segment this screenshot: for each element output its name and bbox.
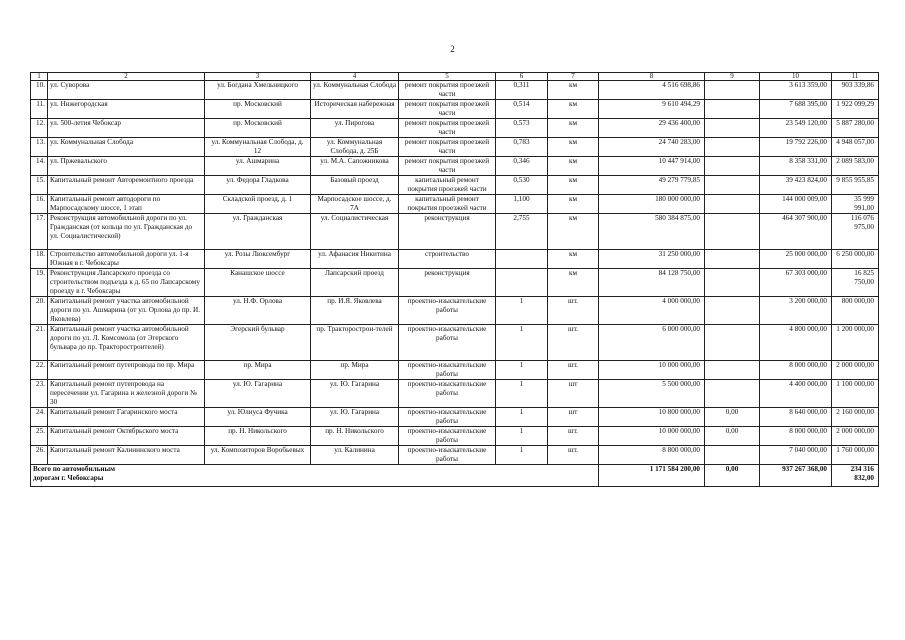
work-type: ремонт покрытия проезжей части: [399, 157, 496, 176]
column-10-value: 464 307 900,00: [760, 214, 832, 250]
road-name: ул. Коммунальная Слобода: [48, 138, 205, 157]
section-start: пр. Московский: [205, 100, 311, 119]
work-type: проектно-изыскательские работы: [399, 361, 496, 380]
road-name: ул. Пржевальского: [48, 157, 205, 176]
total-cost: 10 447 914,00: [599, 157, 705, 176]
unit: шт.: [548, 361, 599, 380]
table-row: [31, 269, 879, 297]
column-10-value: 8 000 000,00: [760, 427, 832, 446]
column-header: 11: [832, 73, 879, 81]
table-row: [31, 297, 879, 325]
section-end: пр. И.Я. Яковлева: [311, 297, 399, 325]
column-11-value: 2 160 000,00: [832, 408, 879, 427]
unit: шт.: [548, 446, 599, 465]
road-name: Капитальный ремонт Гагаринского моста: [48, 408, 205, 427]
column-11-value: 2 000 000,00: [832, 427, 879, 446]
row-number: 15.: [31, 176, 48, 195]
column-10-value: 3 200 000,00: [760, 297, 832, 325]
work-type: проектно-изыскательские работы: [399, 325, 496, 361]
quantity: 1: [496, 297, 548, 325]
unit: шт: [548, 408, 599, 427]
section-end: Историческая набережная: [311, 100, 399, 119]
table-body: [31, 73, 879, 487]
section-end: ул. Ю. Гагарина: [311, 380, 399, 408]
section-end: Лапсарский проезд: [311, 269, 399, 297]
quantity: 0,530: [496, 176, 548, 195]
table-row: [31, 176, 879, 195]
table-row: [31, 408, 879, 427]
column-header: 1: [31, 73, 48, 81]
road-name: ул. 500-летия Чебоксар: [48, 119, 205, 138]
table-row: [31, 214, 879, 250]
table-row: [31, 119, 879, 138]
column-header: 6: [496, 73, 548, 81]
row-number: 17.: [31, 214, 48, 250]
row-number: 19.: [31, 269, 48, 297]
section-end: ул. Ю. Гагарина: [311, 408, 399, 427]
column-9-value: [705, 100, 760, 119]
total-cost: 5 500 000,00: [599, 380, 705, 408]
section-start: Канашское шоссе: [205, 269, 311, 297]
total-column-10: 937 267 368,00: [760, 465, 832, 487]
table-row: [31, 380, 879, 408]
quantity: 1: [496, 380, 548, 408]
row-number: 22.: [31, 361, 48, 380]
section-start: ул. Розы Люксембург: [205, 250, 311, 269]
quantity: 1: [496, 446, 548, 465]
table-row: [31, 157, 879, 176]
section-start: ул. Ю. Гагарина: [205, 380, 311, 408]
section-end: ул. Социалистическая: [311, 214, 399, 250]
column-9-value: [705, 176, 760, 195]
unit: км: [548, 81, 599, 100]
row-number: 26.: [31, 446, 48, 465]
work-type: реконструкция: [399, 269, 496, 297]
column-11-value: 1 922 099,29: [832, 100, 879, 119]
total-label: Всего по автомобильным дорогам г. Чебоксары: [31, 465, 599, 487]
row-number: 13.: [31, 138, 48, 157]
work-type: ремонт покрытия проезжей части: [399, 119, 496, 138]
header-row: [31, 73, 879, 81]
unit: км: [548, 138, 599, 157]
column-header: 8: [599, 73, 705, 81]
section-start: ул. Композиторов Воробьевых: [205, 446, 311, 465]
unit: шт: [548, 380, 599, 408]
total-cost: 29 436 400,00: [599, 119, 705, 138]
row-number: 16.: [31, 195, 48, 214]
column-10-value: 144 000 009,00: [760, 195, 832, 214]
column-header: 3: [205, 73, 311, 81]
road-name: Капитальный ремонт Авторемонтного проезда: [48, 176, 205, 195]
road-name: Капитальный ремонт участка автомобильной дороги по ул. Л. Комсомола (от Эгерского бульвара до пр. Тракторостроителей): [48, 325, 205, 361]
column-9-value: [705, 361, 760, 380]
column-9-value: [705, 325, 760, 361]
section-end: пр. Мира: [311, 361, 399, 380]
column-10-value: 19 792 226,00: [760, 138, 832, 157]
quantity: 0,346: [496, 157, 548, 176]
row-number: 23.: [31, 380, 48, 408]
total-cost: 580 384 875,00: [599, 214, 705, 250]
column-10-value: 7 688 395,00: [760, 100, 832, 119]
column-11-value: 9 855 955,85: [832, 176, 879, 195]
unit: шт.: [548, 325, 599, 361]
total-cost: 10 000 000,00: [599, 361, 705, 380]
total-column-11: 234 316 832,00: [832, 465, 879, 487]
table-row: [31, 325, 879, 361]
section-end: Базовый проезд: [311, 176, 399, 195]
table-row: [31, 195, 879, 214]
column-9-value: [705, 81, 760, 100]
table-row: [31, 138, 879, 157]
column-header: 5: [399, 73, 496, 81]
road-name: Реконструкция Лапсарского проезда со строительством подъезда к д. 65 по Лапсарскому проезду в г. Чебоксары: [48, 269, 205, 297]
column-9-value: [705, 195, 760, 214]
road-name: Реконструкция автомобильной дороги по ул. Гражданская (от кольца по ул. Гражданская до ул. Социалистической): [48, 214, 205, 250]
column-10-value: 8 000 000,00: [760, 361, 832, 380]
unit: км: [548, 250, 599, 269]
section-start: пр. Московский: [205, 119, 311, 138]
column-11-value: 2 089 583,00: [832, 157, 879, 176]
section-end: ул. М.А. Сапожникова: [311, 157, 399, 176]
total-cost: 4 000 000,00: [599, 297, 705, 325]
section-end: ул. Пирогова: [311, 119, 399, 138]
column-header: 2: [48, 73, 205, 81]
quantity: 1: [496, 408, 548, 427]
unit: км: [548, 119, 599, 138]
column-10-value: 67 303 000,00: [760, 269, 832, 297]
section-start: Эгерский бульвар: [205, 325, 311, 361]
road-name: Капитальный ремонт участка автомобильной дороги по ул. Ашмарина (от ул. Орлова до пр. И. Яковлева): [48, 297, 205, 325]
quantity: 1,100: [496, 195, 548, 214]
unit: км: [548, 195, 599, 214]
road-name: ул. Нижегородская: [48, 100, 205, 119]
road-name: Капитальный ремонт путепровода по пр. Мира: [48, 361, 205, 380]
section-start: ул. Богдана Хмельницкого: [205, 81, 311, 100]
quantity: 2,755: [496, 214, 548, 250]
unit: шт.: [548, 297, 599, 325]
table-row: [31, 81, 879, 100]
section-start: пр. Н. Никольского: [205, 427, 311, 446]
column-11-value: 35 999 991,00: [832, 195, 879, 214]
work-type: строительство: [399, 250, 496, 269]
column-11-value: 5 887 280,00: [832, 119, 879, 138]
work-type: проектно-изыскательские работы: [399, 408, 496, 427]
column-9-value: [705, 446, 760, 465]
column-11-value: 6 250 000,00: [832, 250, 879, 269]
quantity: 0,311: [496, 81, 548, 100]
column-10-value: 4 800 000,00: [760, 325, 832, 361]
column-9-value: 0,00: [705, 408, 760, 427]
column-10-value: 8 358 331,00: [760, 157, 832, 176]
total-sum: 1 171 584 200,00: [599, 465, 705, 487]
column-9-value: [705, 138, 760, 157]
row-number: 11.: [31, 100, 48, 119]
column-header: 10: [760, 73, 832, 81]
quantity: [496, 250, 548, 269]
column-11-value: 903 339,86: [832, 81, 879, 100]
column-11-value: 1 100 000,00: [832, 380, 879, 408]
quantity: 0,783: [496, 138, 548, 157]
total-cost: 31 250 000,00: [599, 250, 705, 269]
work-type: ремонт покрытия проезжей части: [399, 138, 496, 157]
work-type: капитальный ремонт покрытия проезжей части: [399, 195, 496, 214]
row-number: 10.: [31, 81, 48, 100]
work-type: проектно-изыскательские работы: [399, 297, 496, 325]
section-end: пр. Тракторострои-телей: [311, 325, 399, 361]
column-9-value: [705, 214, 760, 250]
column-11-value: 1 200 000,00: [832, 325, 879, 361]
section-start: пр. Мира: [205, 361, 311, 380]
road-name: Капитальный ремонт путепровода на пересечении ул. Гагарина и железной дороги № 30: [48, 380, 205, 408]
work-type: ремонт покрытия проезжей части: [399, 100, 496, 119]
column-11-value: 1 760 000,00: [832, 446, 879, 465]
column-10-value: 25 000 000,00: [760, 250, 832, 269]
column-9-value: [705, 157, 760, 176]
section-start: ул. Коммунальная Слобода, д. 12: [205, 138, 311, 157]
page-number: 2: [450, 44, 455, 54]
total-cost: 6 000 000,00: [599, 325, 705, 361]
unit: км: [548, 100, 599, 119]
table-row: [31, 361, 879, 380]
row-number: 20.: [31, 297, 48, 325]
column-10-value: 4 400 000,00: [760, 380, 832, 408]
row-number: 25.: [31, 427, 48, 446]
row-number: 14.: [31, 157, 48, 176]
table-row: [31, 427, 879, 446]
road-name: Строительство автомобильной дороги ул. 1-я Южная в г. Чебоксары: [48, 250, 205, 269]
section-end: Марпосадское шоссе, д. 7А: [311, 195, 399, 214]
section-end: ул. Коммунальная Слобода, д. 25Б: [311, 138, 399, 157]
column-11-value: 4 948 057,00: [832, 138, 879, 157]
table-row: [31, 250, 879, 269]
total-cost: 180 000 000,00: [599, 195, 705, 214]
column-10-value: 8 640 000,00: [760, 408, 832, 427]
section-end: пр. Н. Никольского: [311, 427, 399, 446]
work-type: проектно-изыскательские работы: [399, 427, 496, 446]
quantity: 1: [496, 361, 548, 380]
table-row: [31, 100, 879, 119]
column-9-value: [705, 250, 760, 269]
quantity: 0,514: [496, 100, 548, 119]
unit: км: [548, 214, 599, 250]
column-header: 9: [705, 73, 760, 81]
total-cost: 10 800 000,00: [599, 408, 705, 427]
quantity: 1: [496, 427, 548, 446]
column-10-value: 23 549 120,00: [760, 119, 832, 138]
total-cost: 84 128 750,00: [599, 269, 705, 297]
work-type: проектно-изыскательские работы: [399, 380, 496, 408]
column-9-value: 0,00: [705, 427, 760, 446]
roads-table-container: [30, 72, 878, 487]
column-10-value: 7 040 000,00: [760, 446, 832, 465]
row-number: 24.: [31, 408, 48, 427]
road-name: Капитальный ремонт автодороги по Марпосадскому шоссе, 1 этап: [48, 195, 205, 214]
work-type: реконструкция: [399, 214, 496, 250]
column-11-value: 16 825 750,00: [832, 269, 879, 297]
road-name: ул. Суворова: [48, 81, 205, 100]
column-9-value: [705, 380, 760, 408]
column-11-value: 2 000 000,00: [832, 361, 879, 380]
section-end: ул. Коммунальная Слобода: [311, 81, 399, 100]
total-row: [31, 465, 879, 487]
total-cost: 10 000 000,00: [599, 427, 705, 446]
section-end: ул. Афанасия Никитина: [311, 250, 399, 269]
row-number: 18.: [31, 250, 48, 269]
table-row: [31, 446, 879, 465]
column-header: 4: [311, 73, 399, 81]
road-name: Капитальный ремонт Калининского моста: [48, 446, 205, 465]
column-9-value: [705, 119, 760, 138]
total-cost: 49 279 779,85: [599, 176, 705, 195]
quantity: 0,573: [496, 119, 548, 138]
row-number: 21.: [31, 325, 48, 361]
quantity: 1: [496, 325, 548, 361]
column-11-value: 800 000,00: [832, 297, 879, 325]
section-end: ул. Калинина: [311, 446, 399, 465]
column-header: 7: [548, 73, 599, 81]
total-column-9: 0,00: [705, 465, 760, 487]
work-type: ремонт покрытия проезжей части: [399, 81, 496, 100]
column-9-value: [705, 297, 760, 325]
section-start: ул. Ашмарина: [205, 157, 311, 176]
section-start: ул. Н.Ф. Орлова: [205, 297, 311, 325]
road-name: Капитальный ремонт Октябрьского моста: [48, 427, 205, 446]
section-start: ул. Федора Гладкова: [205, 176, 311, 195]
unit: км: [548, 176, 599, 195]
unit: км: [548, 157, 599, 176]
total-cost: 9 610 494,29: [599, 100, 705, 119]
section-start: Складской проезд, д. 1: [205, 195, 311, 214]
unit: км: [548, 269, 599, 297]
roads-table: [30, 72, 879, 487]
unit: шт.: [548, 427, 599, 446]
quantity: [496, 269, 548, 297]
row-number: 12.: [31, 119, 48, 138]
section-start: ул. Юлиуса Фучика: [205, 408, 311, 427]
column-10-value: 39 423 824,00: [760, 176, 832, 195]
work-type: проектно-изыскательские работы: [399, 446, 496, 465]
total-cost: 4 516 698,86: [599, 81, 705, 100]
column-9-value: [705, 269, 760, 297]
column-10-value: 3 613 359,00: [760, 81, 832, 100]
column-11-value: 116 076 975,00: [832, 214, 879, 250]
total-cost: 24 740 283,00: [599, 138, 705, 157]
total-cost: 8 800 000,00: [599, 446, 705, 465]
work-type: капитальный ремонт покрытия проезжей части: [399, 176, 496, 195]
section-start: ул. Гражданская: [205, 214, 311, 250]
